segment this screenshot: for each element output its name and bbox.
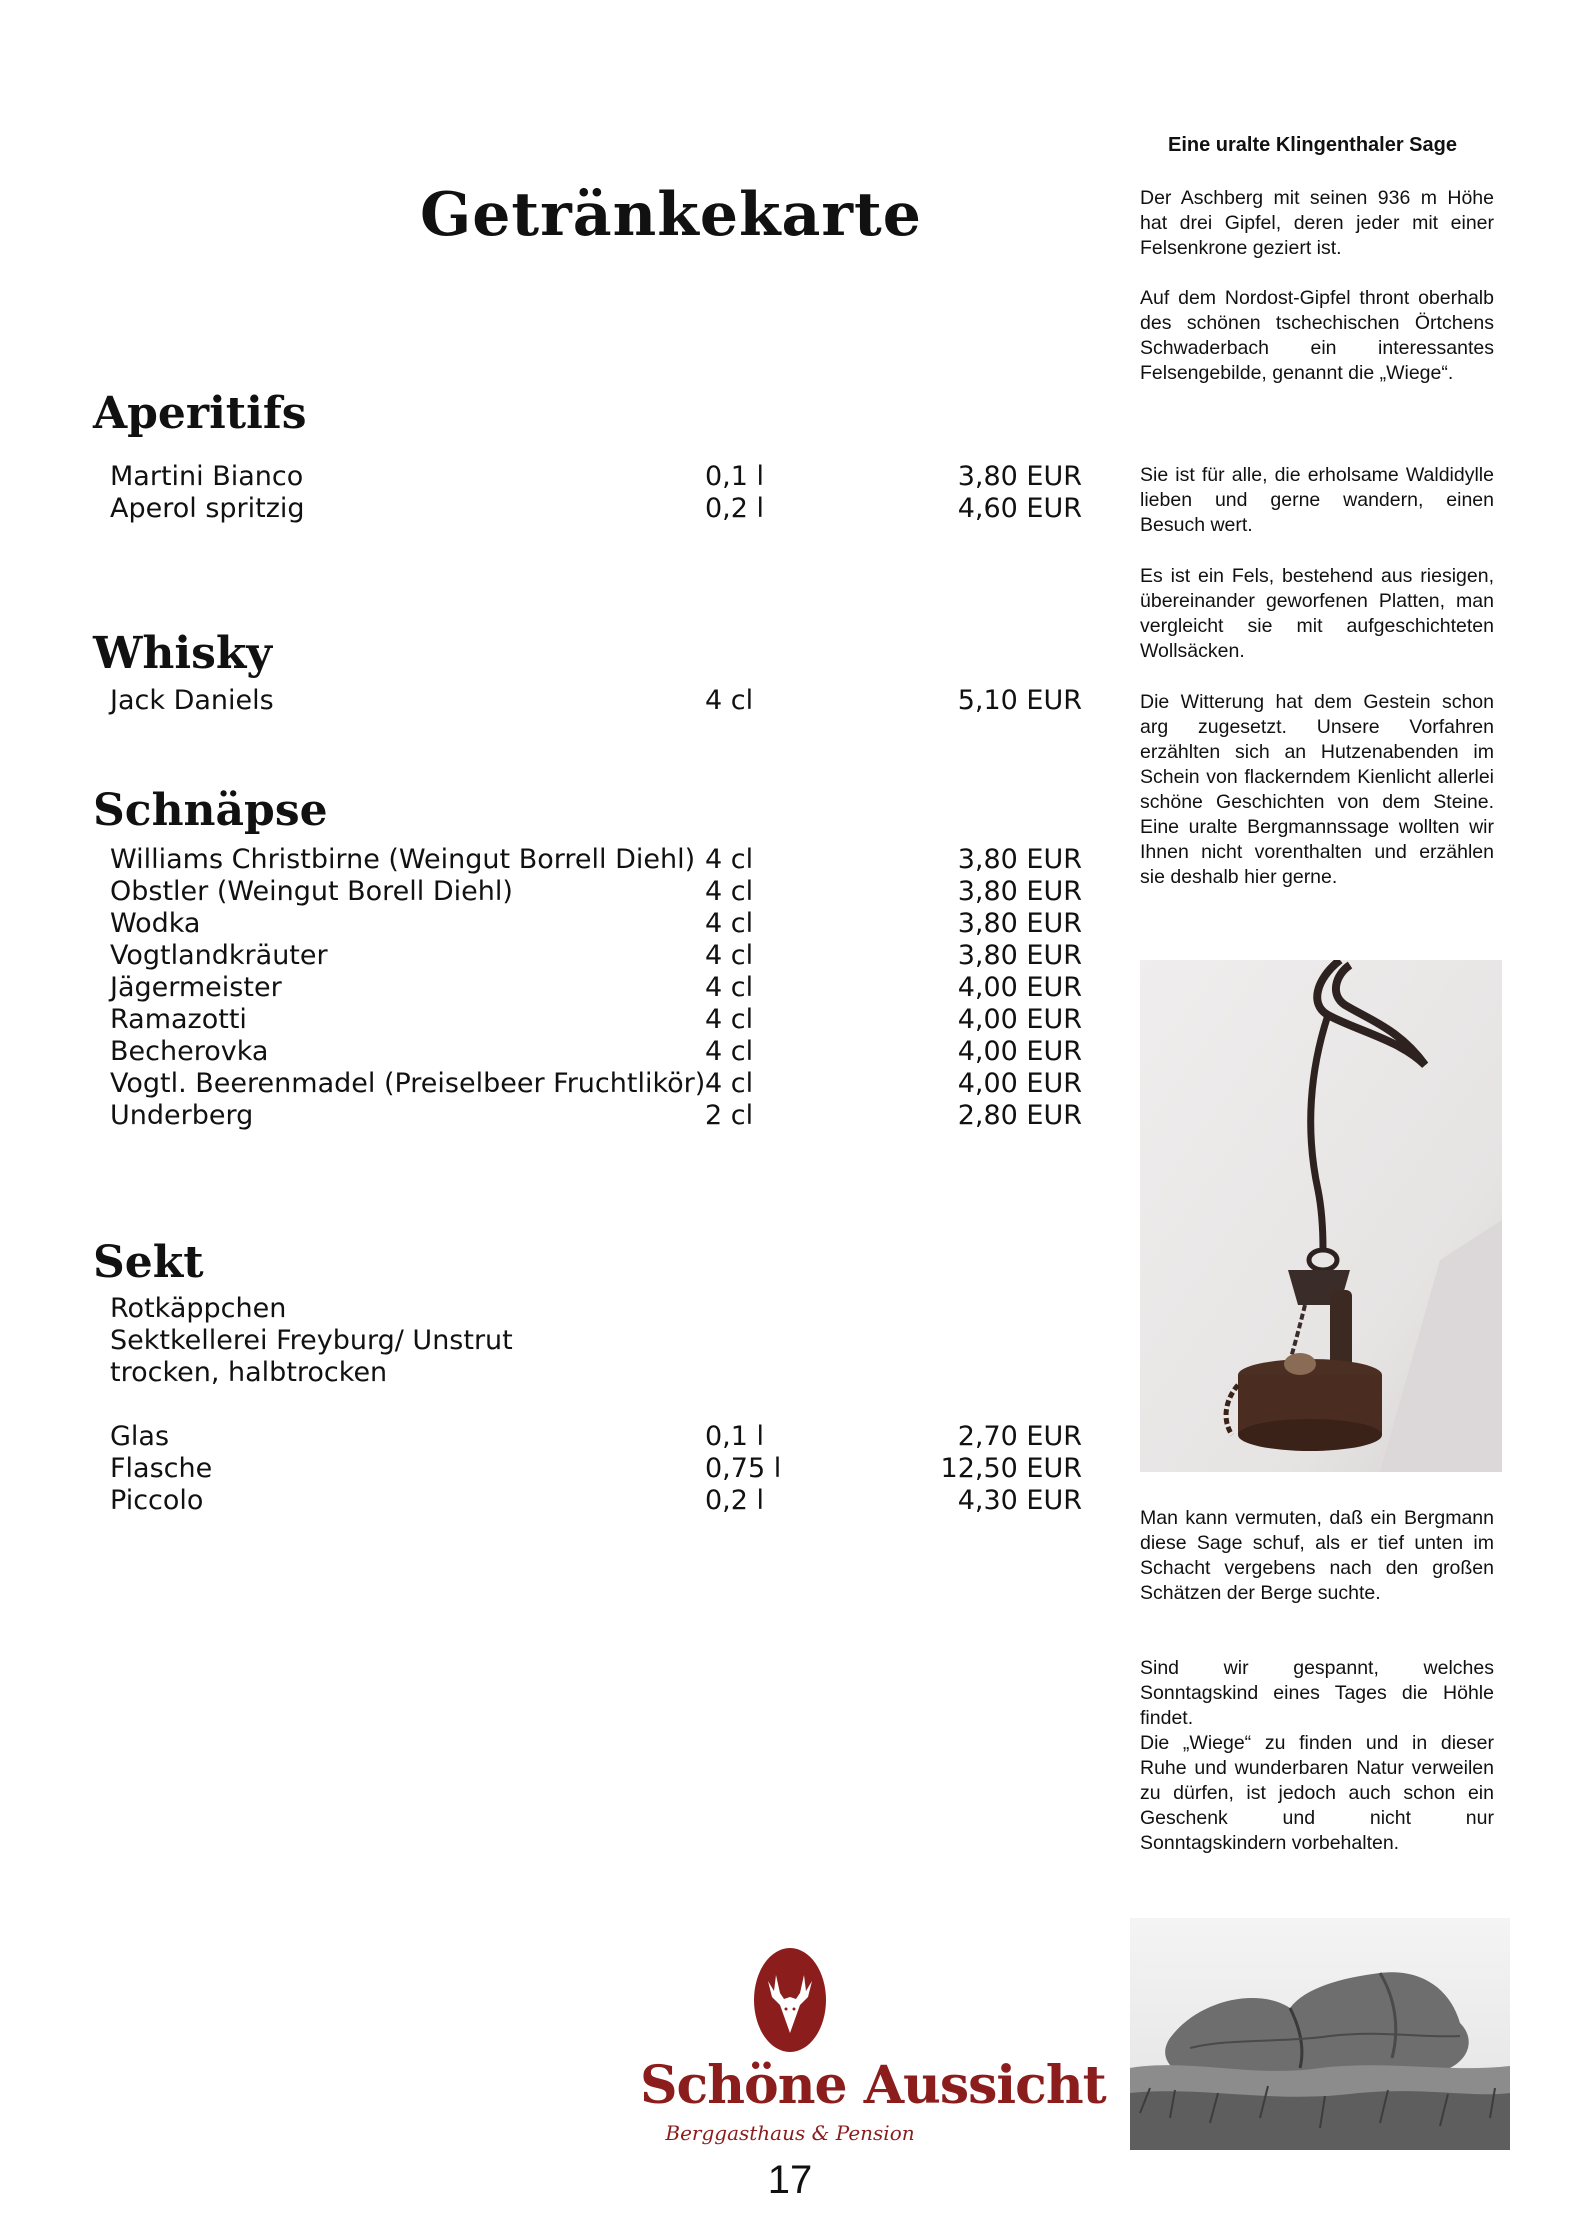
- item-name: Jack Daniels: [110, 685, 274, 716]
- item-price: 4,00 EUR: [957, 1068, 1082, 1099]
- stag-icon: [752, 1945, 828, 2055]
- sidebar-paragraph: Die Witterung hat dem Gestein schon arg zugesetzt. Unsere Vorfahren erzählten sich an Hutzenabenden im Schein von flackerndem Kienlicht allerlei schöne Geschichten von dem Steine. Eine uralte Bergmannssage wollten wir Ihnen nicht vorenthalten und erzählen sie deshalb hier gerne.: [1140, 691, 1494, 888]
- sidebar-title: Eine uralte Klingenthaler Sage: [1168, 134, 1457, 156]
- item-price: 3,80 EUR: [957, 461, 1082, 492]
- item-quantity: 4 cl: [705, 1068, 754, 1099]
- menu-row: [110, 493, 1082, 525]
- item-quantity: 4 cl: [705, 685, 754, 716]
- item-quantity: 4 cl: [705, 844, 754, 875]
- item-price: 4,60 EUR: [957, 493, 1082, 524]
- menu-row: [110, 1004, 1082, 1036]
- item-name: Vogtl. Beerenmadel (Preiselbeer Fruchtlikör): [110, 1068, 706, 1099]
- item-price: 4,30 EUR: [957, 1485, 1082, 1516]
- item-name: Underberg: [110, 1100, 254, 1131]
- page-title: Getränkekarte: [420, 180, 922, 250]
- menu-row: [110, 844, 1082, 876]
- schnaepse-list: [110, 844, 1082, 1132]
- sekt-description-line: Sektkellerei Freyburg/ Unstrut: [110, 1325, 513, 1356]
- logo: [640, 1945, 1106, 2165]
- sidebar-paragraph: Sind wir gespannt, welches Sonntagskind eines Tages die Höhle findet.: [1140, 1657, 1494, 1729]
- menu-row: [110, 876, 1082, 908]
- sidebar-paragraph: Die „Wiege“ zu finden und in dieser Ruhe und wunderbaren Natur verweilen zu dürfen, ist jedoch auch schon ein Geschenk und nicht nur Sonntagskindern vorbehalten.: [1140, 1732, 1494, 1854]
- item-quantity: 0,75 l: [705, 1453, 782, 1484]
- item-name: Flasche: [110, 1453, 213, 1484]
- aperitifs-list: [110, 461, 1082, 525]
- item-name: Martini Bianco: [110, 461, 304, 492]
- item-name: Becherovka: [110, 1036, 269, 1067]
- item-quantity: 0,1 l: [705, 461, 765, 492]
- item-price: 3,80 EUR: [957, 844, 1082, 875]
- item-price: 3,80 EUR: [957, 940, 1082, 971]
- item-name: Glas: [110, 1421, 170, 1452]
- menu-row: [110, 1453, 1082, 1485]
- item-price: 2,70 EUR: [957, 1421, 1082, 1452]
- item-quantity: 4 cl: [705, 1036, 754, 1067]
- menu-row: [110, 972, 1082, 1004]
- item-quantity: 4 cl: [705, 940, 754, 971]
- sidebar-paragraph: Der Aschberg mit seinen 936 m Höhe hat drei Gipfel, deren jeder mit einer Felsenkrone geziert ist.: [1140, 187, 1494, 259]
- item-name: Wodka: [110, 908, 201, 939]
- logo-subtitle: Berggasthaus & Pension: [665, 2121, 915, 2145]
- item-name: Obstler (Weingut Borell Diehl): [110, 876, 513, 907]
- lamp-photo: [1140, 960, 1502, 1472]
- item-name: Piccolo: [110, 1485, 204, 1516]
- item-name: Jägermeister: [110, 972, 282, 1003]
- item-quantity: 4 cl: [705, 876, 754, 907]
- rock-photo: [1130, 1918, 1510, 2150]
- section-heading-whisky: Whisky: [93, 628, 272, 679]
- menu-row: [110, 461, 1082, 493]
- item-price: 4,00 EUR: [957, 972, 1082, 1003]
- sekt-description: [110, 1293, 990, 1389]
- menu-row: [110, 1100, 1082, 1132]
- menu-row: [110, 940, 1082, 972]
- item-price: 5,10 EUR: [957, 685, 1082, 716]
- whisky-list: [110, 685, 1082, 717]
- section-heading-sekt: Sekt: [93, 1237, 204, 1288]
- item-quantity: 4 cl: [705, 972, 754, 1003]
- item-name: Williams Christbirne (Weingut Borrell Diehl): [110, 844, 696, 875]
- item-price: 3,80 EUR: [957, 876, 1082, 907]
- item-price: 4,00 EUR: [957, 1036, 1082, 1067]
- sidebar-paragraph: Sie ist für alle, die erholsame Waldidylle lieben und gerne wandern, einen Besuch wert.: [1140, 464, 1494, 536]
- menu-row: [110, 1068, 1082, 1100]
- item-quantity: 0,1 l: [705, 1421, 765, 1452]
- sidebar-paragraph: Auf dem Nordost-Gipfel thront oberhalb des schönen tschechischen Örtchens Schwaderbach ein interessantes Felsengebilde, genannt die „Wiege“.: [1140, 287, 1494, 384]
- sidebar-paragraph: Man kann vermuten, daß ein Bergmann diese Sage schuf, als er tief unten im Schacht vergebens nach den großen Schätzen der Berge suchte.: [1140, 1507, 1494, 1604]
- item-price: 12,50 EUR: [940, 1453, 1082, 1484]
- section-heading-aperitifs: Aperitifs: [93, 388, 307, 439]
- item-name: Aperol spritzig: [110, 493, 305, 524]
- item-quantity: 2 cl: [705, 1100, 754, 1131]
- menu-row: [110, 1485, 1082, 1517]
- item-name: Ramazotti: [110, 1004, 247, 1035]
- page-number: 17: [767, 2158, 813, 2202]
- item-price: 3,80 EUR: [957, 908, 1082, 939]
- menu-row: [110, 908, 1082, 940]
- menu-row: [110, 1036, 1082, 1068]
- item-price: 4,00 EUR: [957, 1004, 1082, 1035]
- sekt-description-line: trocken, halbtrocken: [110, 1357, 388, 1388]
- item-quantity: 4 cl: [705, 1004, 754, 1035]
- logo-name: Schöne Aussicht: [640, 2055, 1106, 2116]
- item-name: Vogtlandkräuter: [110, 940, 328, 971]
- item-price: 2,80 EUR: [957, 1100, 1082, 1131]
- item-quantity: 0,2 l: [705, 493, 765, 524]
- item-quantity: 4 cl: [705, 908, 754, 939]
- menu-row: [110, 1421, 1082, 1453]
- sekt-list: [110, 1421, 1082, 1517]
- sidebar-paragraph: Es ist ein Fels, bestehend aus riesigen, übereinander geworfenen Platten, man vergleicht sie mit aufgeschichteten Wollsäcken.: [1140, 565, 1494, 662]
- section-heading-schnaepse: Schnäpse: [93, 785, 328, 836]
- menu-row: [110, 685, 1082, 717]
- item-quantity: 0,2 l: [705, 1485, 765, 1516]
- sekt-description-line: Rotkäppchen: [110, 1293, 287, 1324]
